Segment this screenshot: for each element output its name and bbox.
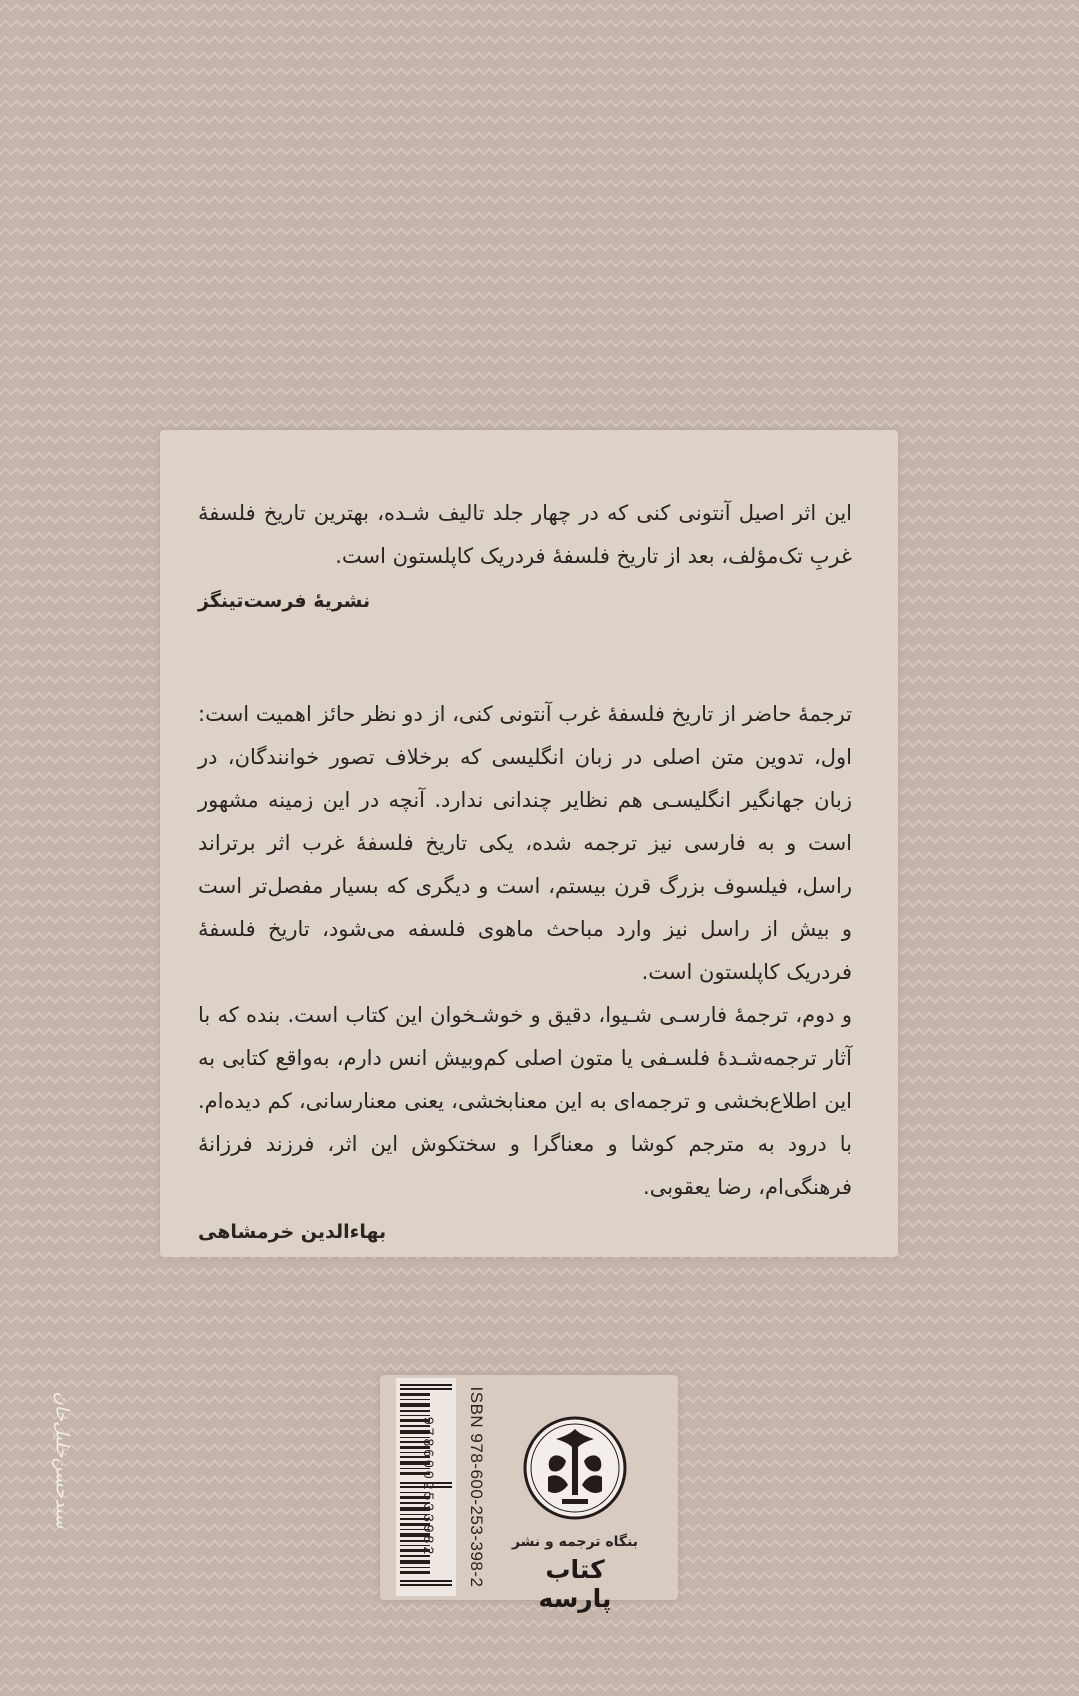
publisher-emblem-icon [522,1415,628,1521]
quote-second-paragraph-2: و دوم، ترجمهٔ فارسـی شـیوا، دقیق و خوشـخوان این کتاب است. بنده که با آثار ترجمه‌شـدهٔ فلسـفی یا متون اصلی کم‌وبیش انس دارم، به‌واقع کتابی به این اطلاع‌بخشی و ترجمه‌ای به این معنابخشی، یعنی معنارسانی، کم دیده‌ام. با درود به مترجم کوشا و معناگرا و سختکوش این اثر، فرزند فرزانهٔ فرهنگی‌ام، رضا یعقوبی. [198,1003,852,1199]
quote-second-paragraph-1: ترجمهٔ حاضر از تاریخ فلسفهٔ غرب آنتونی کنی، از دو نظر حائز اهمیت است: اول، تدوین متن اصلی در زبان انگلیسی که برخلاف تصور خوانندگان، در زبان جهانگیر انگلیسـی هم نظایر چندانی ندارد. آنچه در این زمینه مشهور است و به فارسی نیز ترجمه شده، یکی تاریخ فلسفهٔ غرب اثر برتراند راسل، فیلسوف بزرگ قرن بیستم، است و دیگری که بسیار مفصل‌تر است و بیش از راسل نیز وارد مباحث ماهوی فلسفه می‌شود، تاریخ فلسفهٔ فردریک کاپلستون است. [198,702,852,984]
barcode-digits: 9786002533982 [421,1416,437,1558]
quote-first-text: این اثر اصیل آنتونی کنی که در چهار جلد تالیف شـده، بهترین تاریخ فلسفهٔ غربِ تک‌مؤلف، بعد از تاریخ فلسفهٔ فردریک کاپلستون است. [198,501,852,568]
isbn-text: ISBN 978-600-253-398-2 [467,1386,486,1588]
publisher-name: کتاب پارسه [538,1555,612,1613]
quote-second-source: بهاءالدین خرمشاهی [198,1221,387,1243]
review-content [198,492,852,1254]
publisher-tagline: بنگاه ترجمه و نشر [511,1534,639,1550]
quote-first-source: نشریهٔ فرست‌تینگز [198,590,371,612]
designer-signature: سیدحسن‌خلیل‌خان [51,1391,73,1529]
